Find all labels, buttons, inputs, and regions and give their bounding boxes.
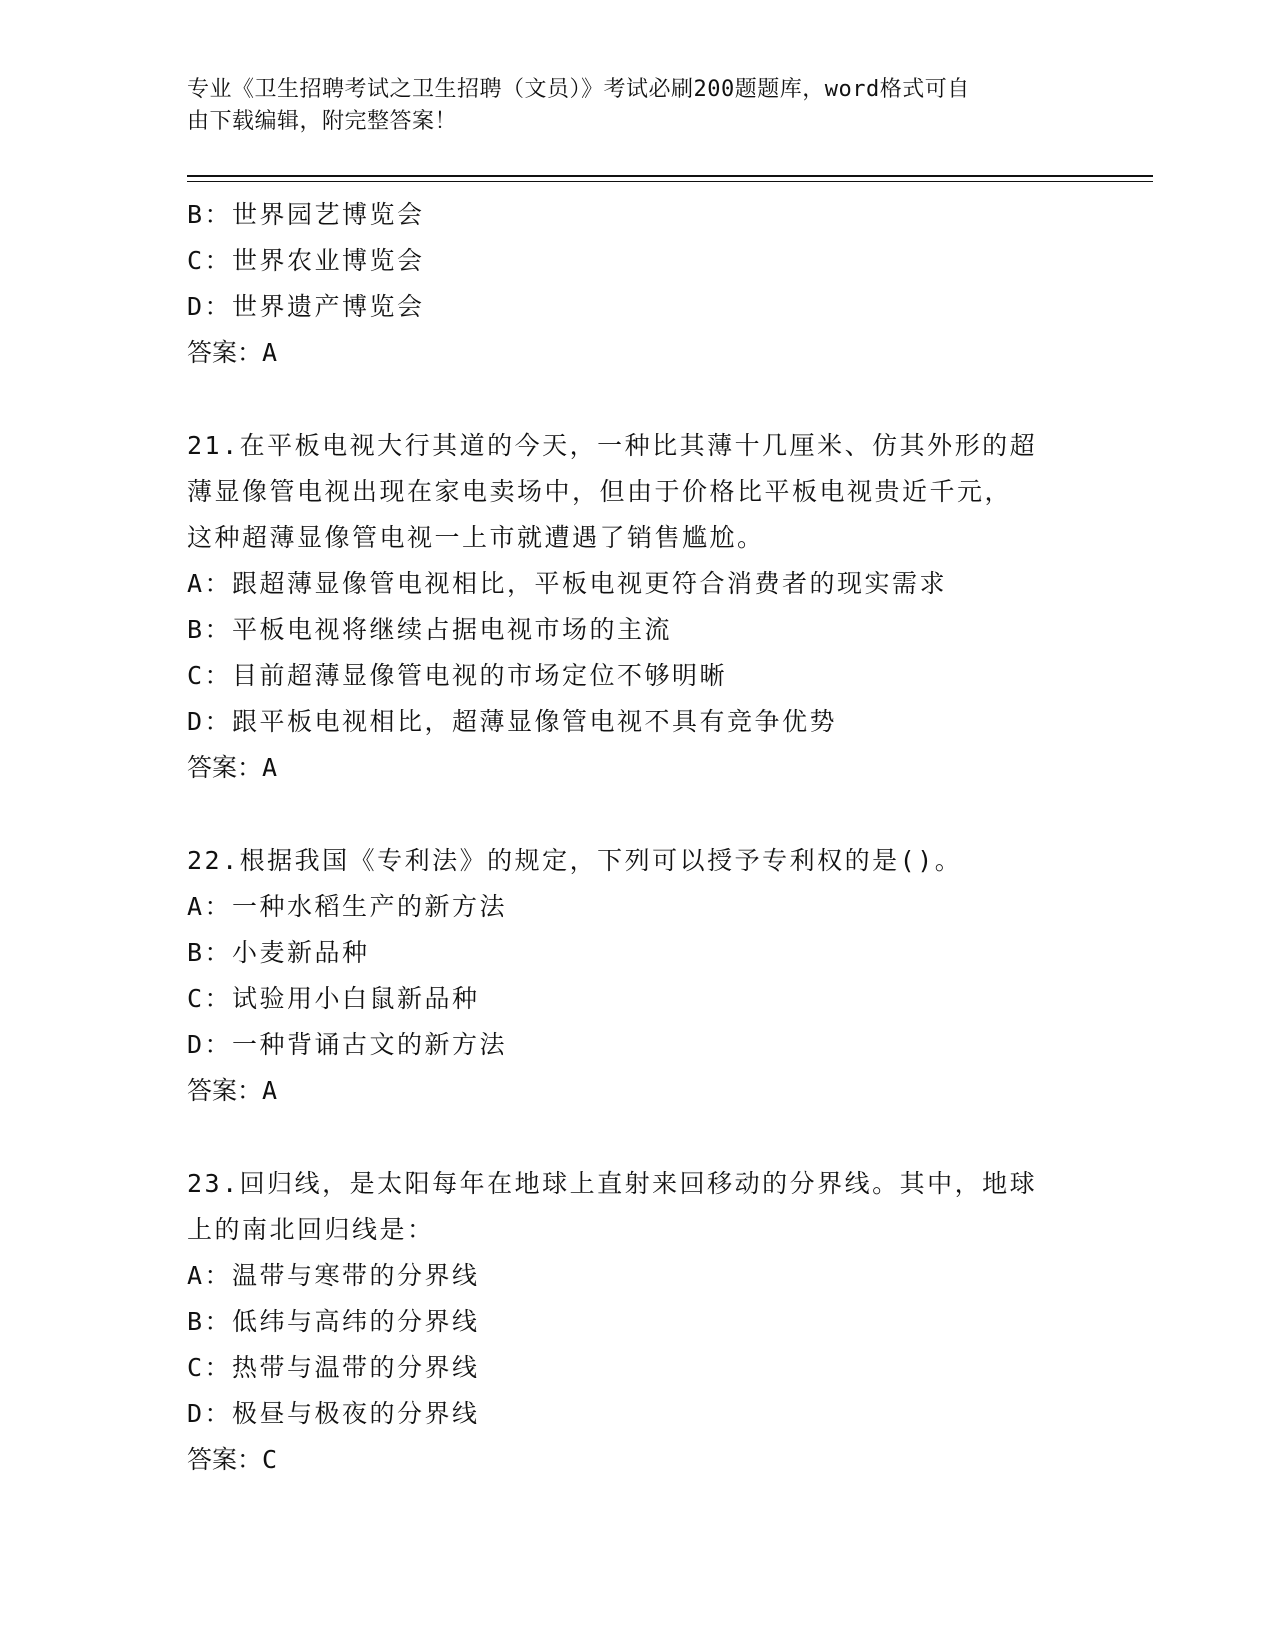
option-c: C：世界农业博览会: [187, 246, 425, 275]
answer-value: A: [262, 753, 280, 782]
option-a: A：跟超薄显像管电视相比，平板电视更符合消费者的现实需求: [187, 569, 948, 598]
question-23: [187, 1161, 1087, 1483]
question-spacer: [187, 376, 1087, 423]
answer-line: [187, 1437, 1087, 1483]
question-stem-line: 上的南北回归线是：: [187, 1215, 435, 1244]
option-c: C：试验用小白鼠新品种: [187, 984, 480, 1013]
header-title-line-2: 由下载编辑，附完整答案！: [187, 109, 458, 134]
answer-value: C: [262, 1445, 280, 1474]
answer-label: 答案：: [187, 1445, 263, 1474]
option-a: A：一种水稻生产的新方法: [187, 892, 508, 921]
option-a: A：温带与寒带的分界线: [187, 1261, 480, 1290]
header-divider-thin: [187, 181, 1153, 182]
option-b: B：小麦新品种: [187, 938, 370, 967]
answer-value: A: [262, 1076, 280, 1105]
question-list: [187, 192, 1087, 1483]
option-b: B：世界园艺博览会: [187, 200, 425, 229]
question-stem-line: 21.在平板电视大行其道的今天，一种比其薄十几厘米、仿其外形的超: [187, 431, 1038, 460]
answer-line: [187, 745, 1087, 791]
option-d: D：极昼与极夜的分界线: [187, 1399, 480, 1428]
question-stem-line: 23.回归线，是太阳每年在地球上直射来回移动的分界线。其中，地球: [187, 1169, 1038, 1198]
answer-line: [187, 1068, 1087, 1114]
option-c: C：目前超薄显像管电视的市场定位不够明晰: [187, 661, 728, 690]
option-c: C：热带与温带的分界线: [187, 1353, 480, 1382]
question-21: [187, 423, 1087, 791]
option-b: B：平板电视将继续占据电视市场的主流: [187, 615, 673, 644]
question-stem-line: 22.根据我国《专利法》的规定，下列可以授予专利权的是()。: [187, 846, 963, 875]
question-20-continued: [187, 192, 1087, 376]
question-22: [187, 838, 1087, 1114]
document-header: [187, 74, 1067, 138]
option-d: D：跟平板电视相比，超薄显像管电视不具有竞争优势: [187, 707, 838, 736]
option-b: B：低纬与高纬的分界线: [187, 1307, 480, 1336]
answer-line: [187, 330, 1087, 376]
answer-label: 答案：: [187, 1076, 263, 1105]
header-title-line-1: 专业《卫生招聘考试之卫生招聘（文员）》考试必刷200题题库，word格式可自: [187, 77, 970, 102]
question-stem-line: 这种超薄显像管电视一上市就遭遇了销售尴尬。: [187, 523, 765, 552]
question-spacer: [187, 1114, 1087, 1161]
answer-label: 答案：: [187, 338, 263, 367]
question-spacer: [187, 791, 1087, 838]
answer-value: A: [262, 338, 280, 367]
answer-label: 答案：: [187, 753, 263, 782]
option-d: D：一种背诵古文的新方法: [187, 1030, 508, 1059]
option-d: D：世界遗产博览会: [187, 292, 425, 321]
question-stem-line: 薄显像管电视出现在家电卖场中，但由于价格比平板电视贵近千元，: [187, 477, 1013, 506]
header-divider-thick: [187, 175, 1153, 177]
